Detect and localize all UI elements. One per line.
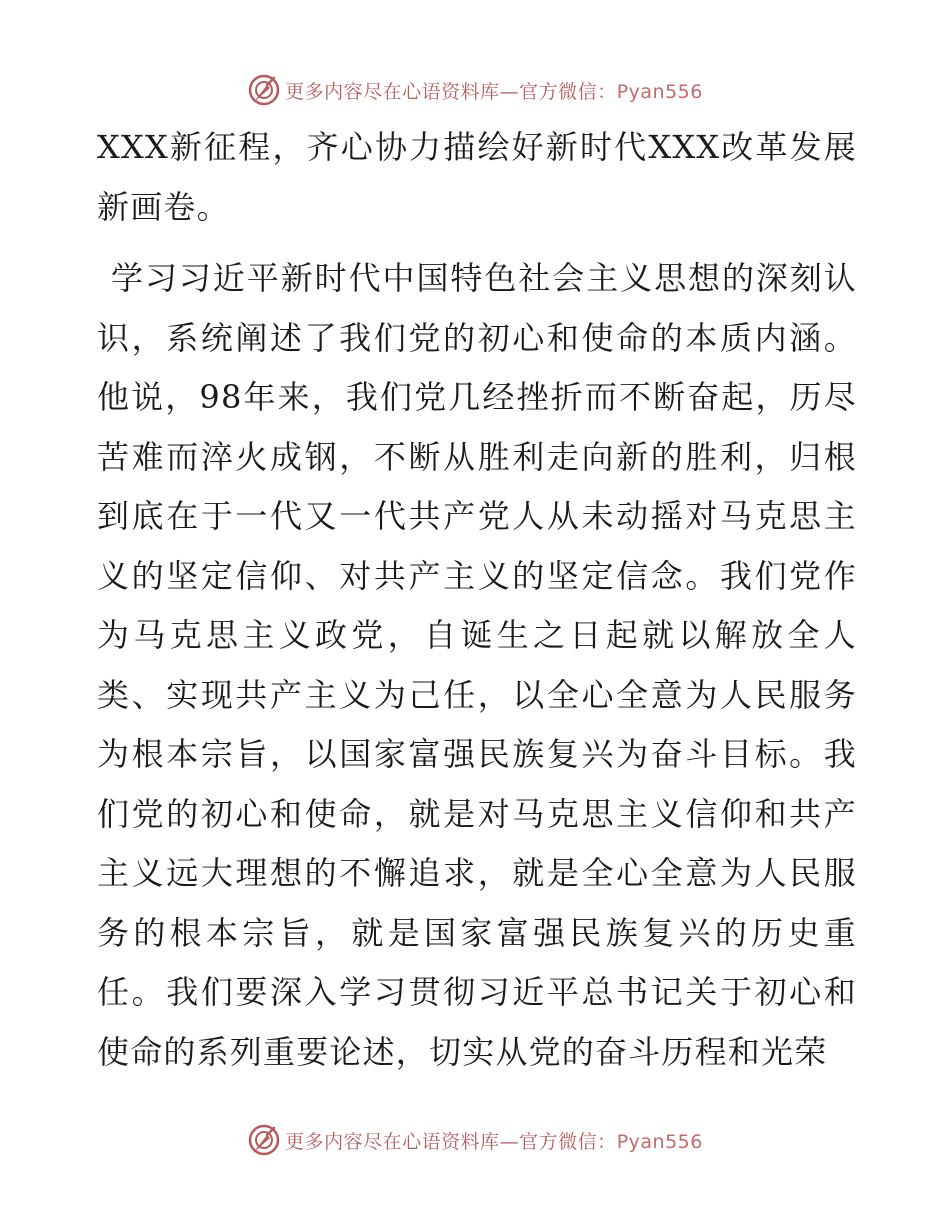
watermark-text: [285, 1127, 703, 1154]
watermark-text: [285, 77, 703, 104]
brand-logo-icon: [247, 73, 281, 107]
watermark-official: 官方微信：: [519, 1130, 617, 1153]
watermark-id: Pyan556: [616, 80, 703, 103]
document-body: [97, 118, 857, 1082]
watermark-main: 更多内容尽在心语资料库: [285, 1130, 500, 1153]
paragraph-continuation: XXX新征程，齐心协力描绘好新时代XXX改革发展新画卷。: [97, 128, 857, 226]
watermark-id: Pyan556: [616, 1130, 703, 1153]
watermark-official: 官方微信：: [519, 80, 617, 103]
brand-logo-icon: [247, 1123, 281, 1157]
watermark-dash: —: [499, 1130, 520, 1153]
watermark-main: 更多内容尽在心语资料库: [285, 80, 500, 103]
watermark-dash: —: [499, 80, 520, 103]
header-watermark: [0, 70, 950, 110]
footer-watermark: [0, 1120, 950, 1160]
paragraph-main: 学习习近平新时代中国特色社会主义思想的深刻认识，系统阐述了我们党的初心和使命的本质内涵。他说，98年来，我们党几经挫折而不断奋起，历尽苦难而淬火成钢，不断从胜利走向新的胜利，归根到底在于一代又一代共产党人从未动摇对马克思主义的坚定信仰、对共产主义的坚定信念。我们党作为马克思主义政党，自诞生之日起就以解放全人类、实现共产主义为己任，以全心全意为人民服务为根本宗旨，以国家富强民族复兴为奋斗目标。我们党的初心和使命，就是对马克思主义信仰和共产主义远大理想的不懈追求，就是全心全意为人民服务的根本宗旨，就是国家富强民族复兴的历史重任。我们要深入学习贯彻习近平总书记关于初心和使命的系列重要论述，切实从党的奋斗历程和光荣: [97, 259, 857, 1071]
